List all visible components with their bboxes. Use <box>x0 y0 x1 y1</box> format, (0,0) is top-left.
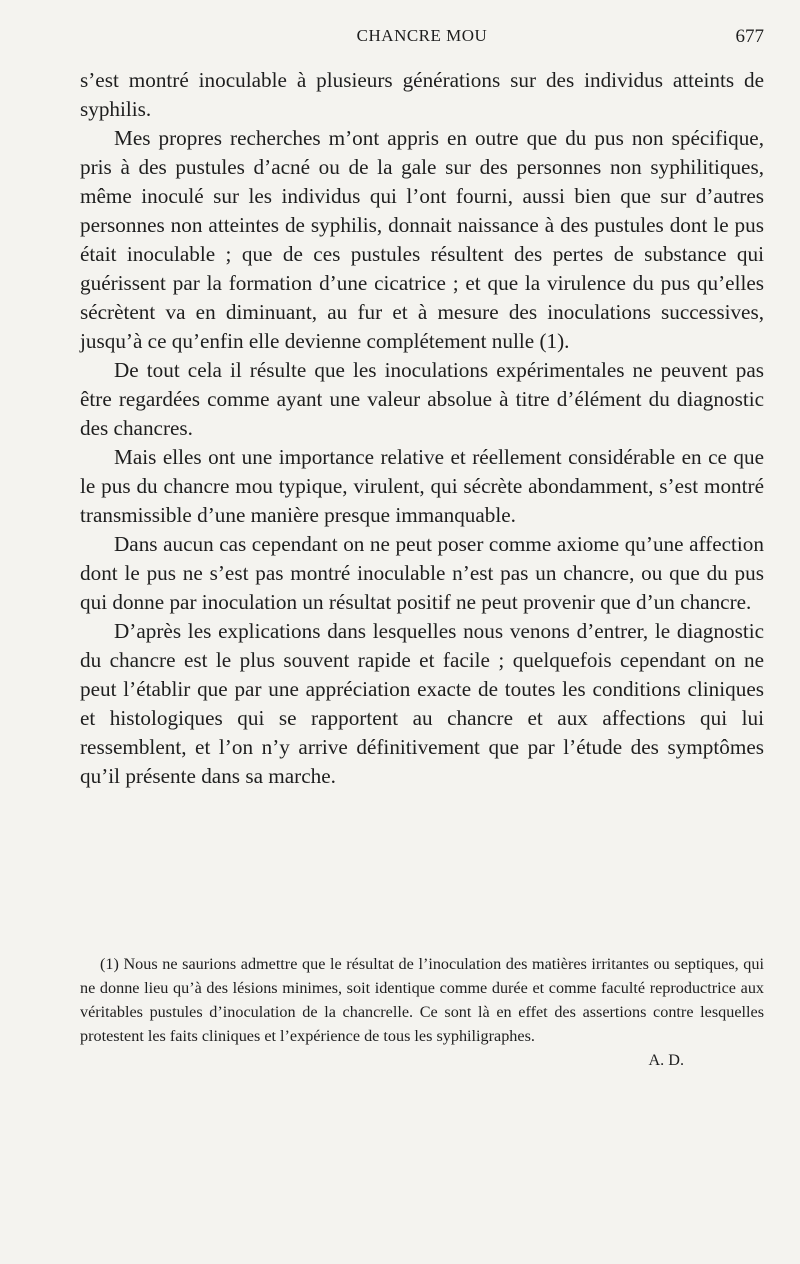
paragraph: Mais elles ont une importance relative et réellement considérable en ce que le pus du chancre mou typique, virulent, qui sécrète abondamment, s’est montré transmissible d’une manière presque immanquable. <box>80 445 764 527</box>
paragraph: Mes propres recherches m’ont appris en outre que du pus non spécifique, pris à des pustules d’acné ou de la gale sur des personnes non syphilitiques, même inoculé sur les individus qui l’ont fourni, aussi bien que sur d’autres personnes non atteintes de syphilis, donnait naissance à des pustules dont le pus était inoculable ; que de ces pustules résultent des pertes de substance qui guérissent par la formation d’une cicatrice ; et que la virulence du pus qu’elles sécrètent va en diminuant, au fur et à mesure des inoculations successives, jusqu’à ce qu’enfin elle devienne complétement nulle (1). <box>80 126 764 353</box>
paragraph: Dans aucun cas cependant on ne peut poser comme axiome qu’une affection dont le pus ne s’est pas montré inoculable n’est pas un chancre, ou que du pus qui donne par inoculation un résultat positif ne peut provenir que d’un chancre. <box>80 532 764 614</box>
footnote-signature: A. D. <box>648 1051 684 1069</box>
paragraph: D’après les explications dans lesquelles nous venons d’entrer, le diagnostic du chancre est le plus souvent rapide et facile ; quelquefois cependant on ne peut l’établir que par une appréciation exacte de toutes les conditions cliniques et histologiques qui se rapportent au chancre et aux affections qui lui ressemblent, et l’on n’y arrive définitivement que par l’étude des symptômes qu’il présente dans sa marche. <box>80 619 764 788</box>
footnote <box>80 952 764 1072</box>
page-number: 677 <box>735 26 764 47</box>
paragraph: De tout cela il résulte que les inoculations expérimentales ne peuvent pas être regardées comme ayant une valeur absolue à titre d’élément du diagnostic des chancres. <box>80 358 764 440</box>
page-header <box>80 22 764 58</box>
body-text <box>80 66 764 791</box>
running-title: CHANCRE MOU <box>356 26 488 45</box>
footnote-text: (1) Nous ne saurions admettre que le résultat de l’inoculation des matières irritantes ou septiques, qui ne donne lieu qu’à des lésions minimes, soit identique comme durée et comme faculté reproductrice aux véritables pustules d’inoculation de la chancrelle. Ce sont là en effet des assertions contre lesquelles protestent les faits cliniques et l’expérience de tous les syphiligraphes. <box>80 955 764 1045</box>
paragraph-continued: s’est montré inoculable à plusieurs générations sur des individus atteints de syphilis. <box>80 68 764 121</box>
